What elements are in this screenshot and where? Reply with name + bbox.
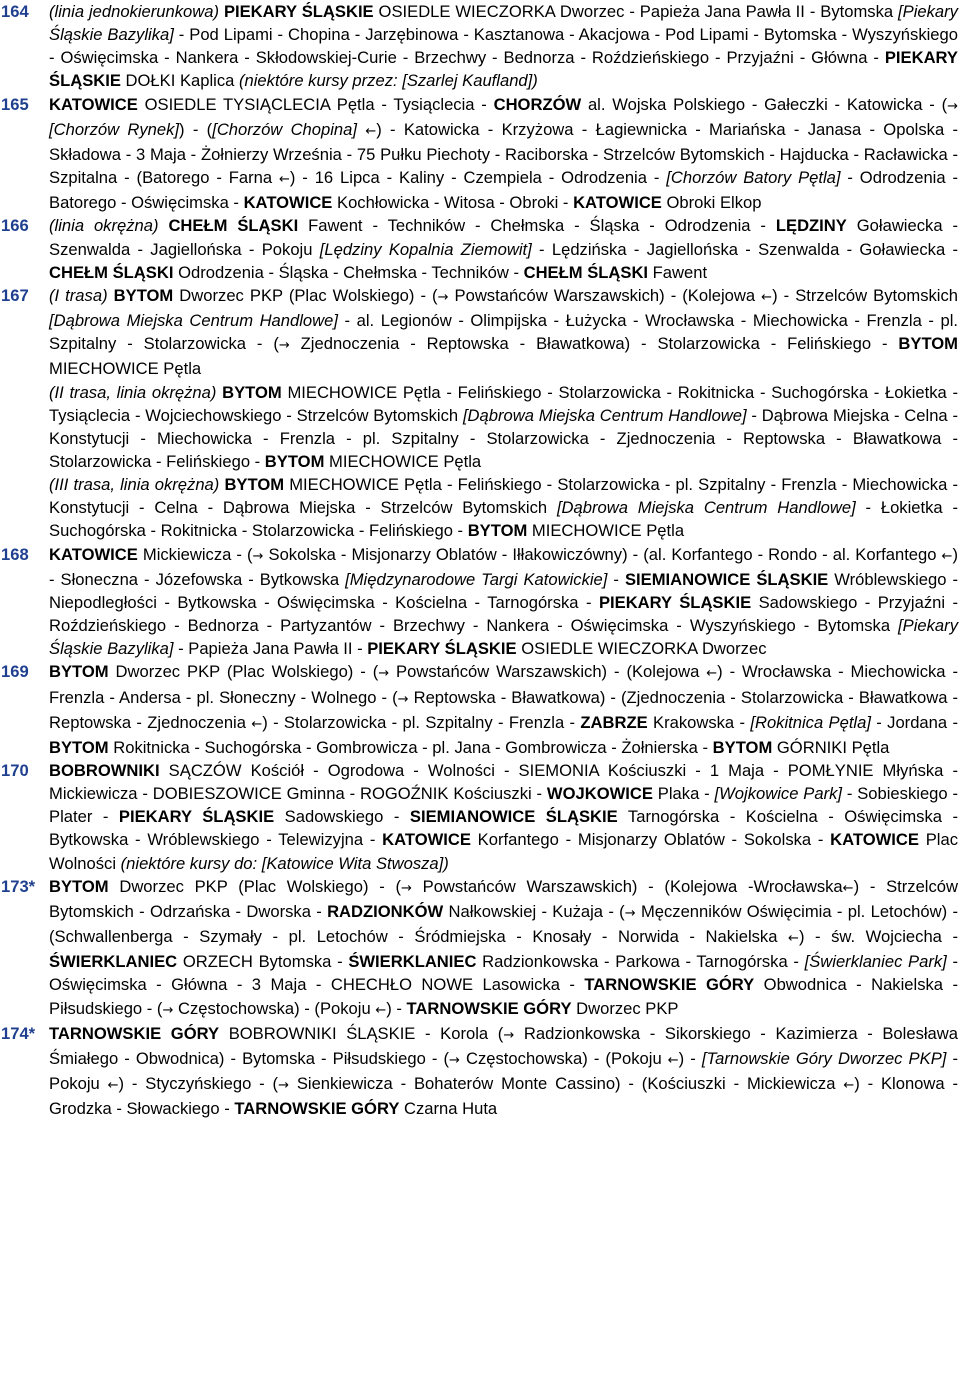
street-list: Zjednoczenia - Reptowska - Bławatkowa) - Stolarzowicka - Felińskiego - [289, 334, 899, 354]
town-name: ZABRZE [580, 712, 648, 732]
street-list: OSIEDLE WIECZORKA Dworzec - Papieża Jana Pawła II - Bytomska [373, 2, 899, 21]
stop-note: [Tarnowskie Góry Dworzec PKP] [701, 1048, 947, 1068]
route-description [49, 0, 960, 93]
street-list: ) - 16 Lipca - Kaliny - Czempiela - Odrodzenia - [289, 168, 667, 188]
street-list: MIECHOWICE Pętla - Felińskiego - Stolarzowicka - pl. Szpitalny - Frenzla - Miechowicka - Konstytucji - Celna - Dąbrowa Miejska - Strzelców Bytomskich [49, 475, 958, 518]
route-description [49, 759, 960, 875]
town-name: CHEŁM ŚLĄSKI [523, 262, 649, 282]
route-variant-paragraph [49, 93, 958, 215]
town-name: TARNOWSKIE GÓRY [49, 1023, 220, 1043]
stop-note: (niektóre kursy do: [Katowice Wita Stwosza]) [120, 853, 449, 873]
arrow-left-icon: ← [278, 172, 290, 188]
stop-note: (I trasa) [49, 285, 114, 305]
route-description [49, 284, 960, 543]
arrow-left-icon: ← [842, 880, 854, 896]
town-name: BYTOM [264, 451, 325, 471]
stop-note: [Rokitnica Pętla] [750, 712, 871, 732]
street-list: ) - Wrocławska - Miechowicka - Frenzla - Andersa - pl. Słoneczny - Wolnego - ( [49, 662, 958, 707]
arrow-right-icon: → [947, 98, 958, 114]
route-number: 173* [1, 876, 36, 896]
town-name: BOBROWNIKI [49, 761, 160, 780]
arrow-right-icon: → [437, 289, 449, 305]
street-list: - Pokoju [49, 1048, 958, 1094]
street-list: Korfantego - Misjonarzy Oblatów - Sokolska - [470, 830, 831, 850]
route-variant-paragraph [49, 0, 958, 93]
street-list: ) - Katowicka - Krzyżowa - Łagiewnicka - Mariańska - Janasa - Opolska - Składowa - 3 Maja - Żołnierzy Września - 75 Pułku Piechoty - Raciborska - Strzelców Bytomskich - Hajducka - Racławicka - Szpitalna - (Batorego - Farna [49, 119, 958, 188]
street-list: ORZECH Bytomska - [177, 952, 349, 972]
street-list: SĄCZÓW Kościół - Ogrodowa - Wolności - SIEMONIA Kościuszki - 1 Maja - POMŁYNIE Młyńska - Mickiewicza - DOBIESZOWICE Gminna - ROGOŹNIK Kościuszki - [49, 761, 958, 804]
street-list: MIECHOWICE Pętla - Felińskiego - Stolarzowicka - Rokitnicka - Suchogórska - Łokietka - Tysiąclecia - Wojciechowskiego - Strzelców Bytomskich [49, 382, 958, 425]
street-list: ) - św. Wojciecha - [798, 927, 958, 947]
town-name: CHORZÓW [493, 94, 582, 114]
street-list: - Łokietka - Suchogórska - Rokitnicka - Stolarzowicka - Felińskiego - [49, 498, 958, 541]
route-entry [0, 214, 960, 283]
town-name: BYTOM [49, 662, 109, 682]
street-list: Odrodzenia - Śląska - Chełmska - Techników - [173, 262, 524, 282]
town-name: BYTOM [898, 334, 959, 354]
street-list: MIECHOWICE Pętla [49, 359, 202, 379]
street-list: - Sobieskiego - Plater - [49, 784, 958, 827]
stop-note: (linia okrężna) [49, 216, 169, 236]
street-list: Obroki Elkop [661, 193, 762, 213]
route-number: 164 [1, 2, 29, 21]
town-name: KATOWICE [49, 544, 138, 564]
town-name: BYTOM [712, 737, 773, 757]
street-list: OSIEDLE WIECZORKA Dworzec [516, 639, 767, 659]
route-number: 170 [1, 761, 29, 780]
arrow-right-icon: → [449, 1052, 460, 1068]
street-list: Mickiewicza - ( [137, 544, 253, 564]
route-variant-paragraph [49, 214, 958, 283]
town-name: SIEMIANOWICE ŚLĄSKIE [409, 807, 618, 827]
arrow-right-icon: → [624, 905, 636, 921]
route-variant-paragraph [49, 473, 958, 542]
street-list: BOBROWNIKI ŚLĄSKIE - Korola ( [219, 1023, 504, 1043]
town-name: RADZIONKÓW [327, 901, 444, 921]
street-list: Częstochowska) - (Pokoju [173, 998, 376, 1018]
arrow-left-icon: ← [788, 931, 799, 947]
street-list: Radzionkowska - Parkowa - Tarnogórska - [476, 952, 805, 972]
arrow-left-icon: ← [365, 123, 377, 139]
street-list: - [607, 569, 625, 589]
street-list: GÓRNIKI Pętla [772, 737, 890, 757]
town-name: PIEKARY ŚLĄSKIE [223, 2, 374, 21]
town-name: BYTOM [222, 382, 282, 402]
route-entry [0, 1022, 960, 1121]
street-list: Sokolska - Misjonarzy Oblatów - Iłłakowiczówny) - (al. Korfantego - Rondo - al. Korfantego [263, 544, 942, 564]
stop-note: [Międzynarodowe Targi Katowickie] [345, 569, 608, 589]
arrow-left-icon: ← [706, 666, 718, 682]
stop-note: (niektóre kursy przez: [Szarlej Kaufland]) [238, 71, 538, 91]
arrow-left-icon: ← [941, 548, 953, 564]
street-list: ) - [386, 998, 407, 1018]
street-list: ) - Styczyńskiego - ( [118, 1074, 279, 1094]
town-name: KATOWICE [243, 193, 333, 213]
arrow-left-icon: ← [107, 1078, 119, 1094]
street-list: MIECHOWICE Pętla [527, 521, 685, 541]
route-variant-paragraph [49, 381, 958, 474]
arrow-right-icon: → [278, 338, 290, 354]
town-name: PIEKARY ŚLĄSKIE [49, 48, 958, 91]
town-name: LĘDZINY [775, 216, 847, 236]
town-name: SIEMIANOWICE ŚLĄSKIE [624, 569, 829, 589]
route-entry [0, 759, 960, 875]
stop-note: [Lędziny Kopalnia Ziemowit] [319, 239, 532, 259]
stop-note: [Dąbrowa Miejska Centrum Handlowe] [556, 498, 856, 518]
street-list: Goławiecka - Szenwalda - Jagiellońska - Pokoju [49, 216, 958, 259]
stop-note: [Piekary Śląskie Bazylika] [49, 2, 958, 45]
town-name: CHEŁM ŚLĄSKI [49, 262, 174, 282]
route-variant-paragraph [49, 543, 958, 661]
street-list: ) - [678, 1048, 702, 1068]
arrow-right-icon: → [162, 1002, 174, 1018]
street-list: Powstańców Warszawskich) - (Kolejowa [448, 285, 762, 305]
street-list: Dworzec PKP (Plac Wolskiego) - ( [173, 285, 438, 305]
route-variant-paragraph [49, 875, 958, 1022]
town-name: BYTOM [49, 876, 109, 896]
stop-note: [Wojkowice Park] [714, 784, 842, 804]
town-name: TARNOWSKIE GÓRY [406, 998, 572, 1018]
arrow-left-icon: ← [375, 1002, 387, 1018]
route-entry [0, 660, 960, 759]
stop-note: [Świerklaniec Park] [804, 952, 947, 972]
street-list: Męczenników Oświęcimia - pl. Letochów) - (Schwallenberga - Szymały - pl. Letochów - Śródmiejska - Knosały - Norwida - Nakielska [49, 901, 958, 947]
route-number: 169 [1, 662, 29, 682]
street-list: - Oświęcimska - Główna - 3 Maja - CHECHŁO NOWE Lasowicka - [49, 952, 958, 995]
route-number: 165 [1, 94, 29, 114]
street-list: DOŁKI Kaplica [120, 71, 239, 91]
street-list: Sienkiewicza - Bohaterów Monte Cassino) - (Kościuszki - Mickiewicza [288, 1074, 844, 1094]
street-list: ) - ( [179, 119, 213, 139]
street-list: Sadowskiego - [274, 807, 410, 827]
town-name: PIEKARY ŚLĄSKIE [118, 807, 275, 827]
street-list: Obwodnica - Nakielska - Piłsudskiego - ( [49, 975, 958, 1018]
arrow-right-icon: → [401, 880, 412, 896]
route-number: 174* [1, 1023, 36, 1043]
stop-note: [Dąbrowa Miejska Centrum Handlowe] [49, 311, 338, 331]
town-name: CHEŁM ŚLĄSKI [168, 216, 299, 236]
street-list: al. Wojska Polskiego - Gałeczki - Katowicka - ( [581, 94, 948, 114]
route-variant-paragraph [49, 759, 958, 875]
route-entry [0, 284, 960, 543]
town-name: TARNOWSKIE GÓRY [584, 975, 755, 995]
town-name: PIEKARY ŚLĄSKIE [598, 592, 752, 612]
route-description [49, 543, 960, 661]
street-list: MIECHOWICE Pętla [324, 451, 482, 471]
route-number: 168 [1, 544, 29, 564]
town-name: PIEKARY ŚLĄSKIE [367, 639, 517, 659]
arrow-left-icon: ← [667, 1052, 679, 1068]
town-name: ŚWIERKLANIEC [49, 952, 178, 972]
street-list: Powstańców Warszawskich) - (Kolejowa [389, 662, 707, 682]
street-list: OSIEDLE TYSIĄCLECIA Pętla - Tysiąclecia - [137, 94, 494, 114]
arrow-left-icon: ← [251, 716, 263, 732]
street-list: ) - Strzelców Bytomskich - Odrzańska - Dworska - [49, 876, 958, 921]
street-list: - Dąbrowa Miejska - Celna - Konstytucji - Miechowicka - Frenzla - pl. Szpitalny - Stolarzowicka - Zjednoczenia - Reptowska - Bławatkowa - Stolarzowicka - Felińskiego - [49, 405, 958, 471]
street-list: Fawent [648, 262, 708, 282]
arrow-right-icon: → [503, 1027, 515, 1043]
route-entry [0, 875, 960, 1022]
street-list: - Jordana - [870, 712, 958, 732]
stop-note: [Chorzów Rynek] [49, 119, 180, 139]
street-list: Czarna Huta [399, 1099, 498, 1119]
arrow-right-icon: → [252, 548, 264, 564]
route-description [49, 875, 960, 1022]
street-list: - Odrodzenia - Batorego - Oświęcimska - [49, 168, 959, 213]
street-list: Reptowska - Bławatkowa) - (Zjednoczenia - Stolarzowicka - Bławatkowa - Reptowska - Zjednoczenia [49, 687, 958, 732]
street-list: Nałkowskiej - Kużaja - ( [443, 901, 625, 921]
route-entry [0, 93, 960, 215]
street-list: ) - Klonowa - Grodzka - Słowackiego - [49, 1074, 958, 1119]
town-name: BYTOM [467, 521, 528, 541]
route-variant-paragraph [49, 660, 958, 759]
arrow-right-icon: → [397, 691, 409, 707]
street-list: Dworzec PKP (Plac Wolskiego) - ( [108, 876, 402, 896]
stop-note: [Chorzów Batory Pętla] [666, 168, 841, 188]
town-name: KATOWICE [830, 830, 919, 850]
street-list: Krakowska - [647, 712, 751, 732]
street-list: Dworzec PKP [571, 998, 679, 1018]
street-list: Plac Wolności [49, 830, 959, 873]
stop-note: (III trasa, linia okrężna) [49, 475, 225, 495]
town-name: BYTOM [113, 285, 174, 305]
street-list: Powstańców Warszawskich) - (Kolejowa -Wrocławska [411, 876, 843, 896]
route-variant-paragraph [49, 284, 958, 381]
stop-note: (II trasa, linia okrężna) [49, 382, 223, 402]
street-list: - Papieża Jana Pawła II - [173, 639, 368, 659]
town-name: ŚWIERKLANIEC [348, 952, 477, 972]
stop-note: [Piekary Śląskie Bazylika] [49, 616, 958, 659]
route-description [49, 93, 960, 215]
street-list: Plaka - [652, 784, 715, 804]
street-list: - al. Legionów - Olimpijska - Łużycka - Wrocławska - Miechowicka - Frenzla - pl. Szpitalny - Stolarzowicka - ( [49, 311, 958, 354]
route-entry [0, 0, 960, 93]
arrow-left-icon: ← [843, 1078, 855, 1094]
street-list: Rokitnicka - Suchogórska - Gombrowicza - pl. Jana - Gombrowicza - Żołnierska - [108, 737, 713, 757]
street-list: Sadowskiego - Przyjaźni - Roździeńskiego - Bednorza - Partyzantów - Brzechwy - Nankera - Oświęcimska - Wyszyńskiego - Bytomska [49, 592, 958, 636]
route-number: 167 [1, 285, 29, 305]
stop-note: [Dąbrowa Miejska Centrum Handlowe] [462, 405, 747, 425]
route-entry [0, 543, 960, 661]
route-description [49, 214, 960, 283]
street-list: Wróblewskiego - Niepodległości - Bytkowska - Oświęcimska - Kościelna - Tarnogórska - [49, 569, 959, 612]
arrow-right-icon: → [378, 666, 390, 682]
arrow-left-icon: ← [761, 289, 773, 305]
street-list: ) - Słoneczna - Józefowska - Bytkowska [49, 544, 958, 589]
street-list: Kochłowicka - Witosa - Obroki - [332, 193, 574, 213]
street-list: Radzionkowska - Sikorskiego - Kazimierza - Bolesława Śmiałego - Obwodnica) - Bytomska - Piłsudskiego - ( [49, 1023, 958, 1068]
town-name: WOJKOWICE [546, 784, 653, 804]
street-list: Dworzec PKP (Plac Wolskiego) - ( [108, 662, 379, 682]
town-name: KATOWICE [382, 830, 471, 850]
street-list: ) - Stolarzowicka - pl. Szpitalny - Frenzla - [262, 712, 581, 732]
stop-note: (linia jednokierunkowa) [49, 2, 224, 21]
route-number: 166 [1, 216, 29, 236]
street-list: Częstochowska) - (Pokoju [459, 1048, 668, 1068]
route-description [49, 660, 960, 759]
town-name: TARNOWSKIE GÓRY [234, 1099, 400, 1119]
street-list: - Pod Lipami - Chopina - Jarzębinowa - Kasztanowa - Akacjowa - Pod Lipami - Bytomska - Wyszyńskiego - Oświęcimska - Nankera - Skłodowskiej-Curie - Brzechwy - Bednorza - Roździeńskiego - Przyjaźni - Główna - [49, 25, 958, 68]
route-description [49, 1022, 960, 1121]
town-name: KATOWICE [49, 94, 138, 114]
street-list: ) - Strzelców Bytomskich [772, 285, 959, 305]
town-name: BYTOM [49, 737, 109, 757]
street-list: Fawent - Techników - Chełmska - Śląska - Odrodzenia - [298, 216, 776, 236]
street-list: - Lędzińska - Jagiellońska - Szenwalda - Goławiecka - [531, 239, 959, 259]
street-list: Tarnogórska - Kościelna - Oświęcimska - Bytkowska - Wróblewskiego - Telewizyjna - [49, 807, 959, 850]
stop-note: [Chorzów Chopina] [212, 119, 358, 139]
town-name: BYTOM [224, 475, 285, 495]
arrow-right-icon: → [278, 1078, 289, 1094]
town-name: KATOWICE [573, 193, 662, 213]
route-variant-paragraph [49, 1022, 958, 1121]
